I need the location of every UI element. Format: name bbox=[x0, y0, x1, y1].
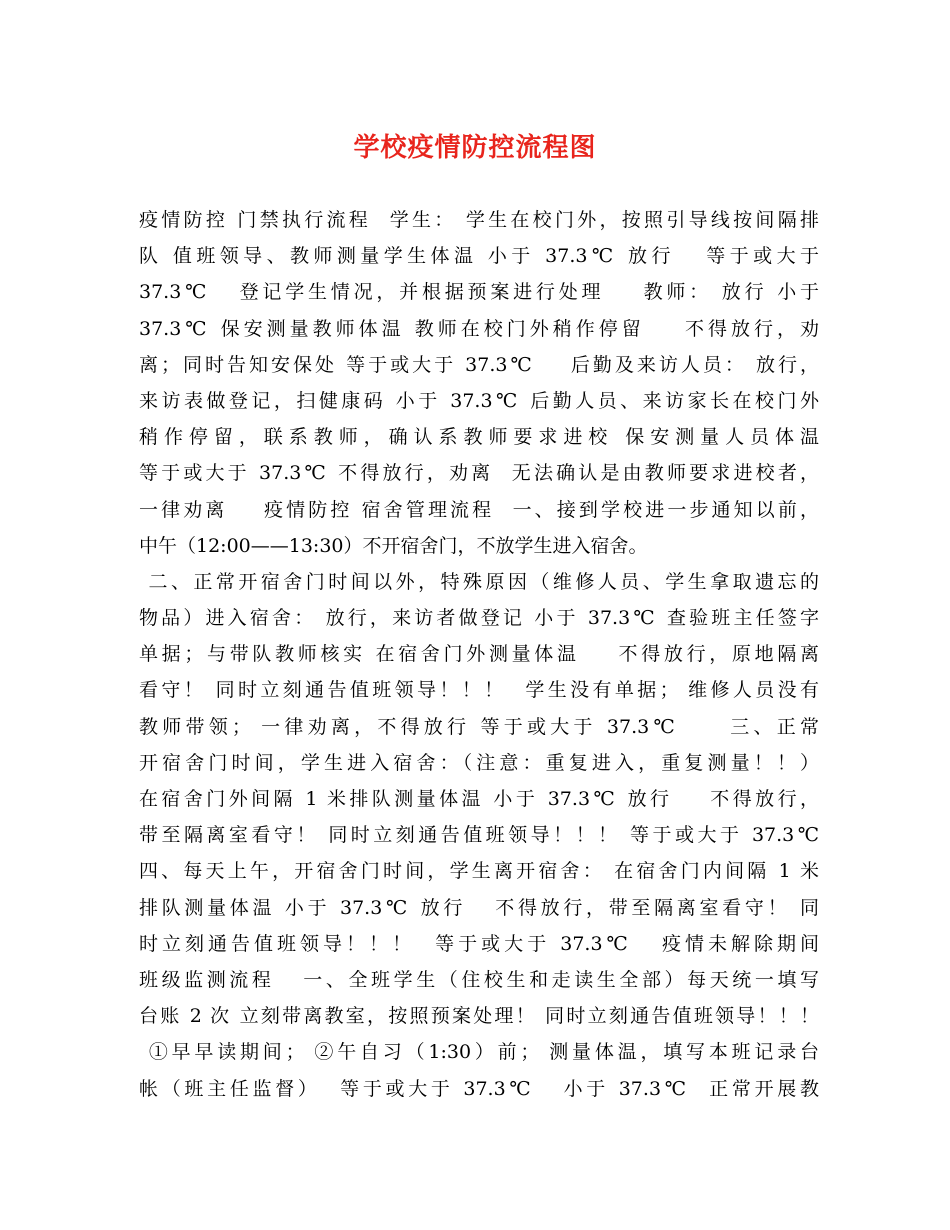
text-line: 带至隔离室看守！ 同时立刻通告值班领导！！！ 等于或大于 37.3℃ bbox=[139, 824, 819, 847]
text-line: 37.3℃ 登记学生情况，并根据预案进行处理 教师： 放行 小于 bbox=[139, 281, 819, 304]
text-line: 教师带领； 一律劝离，不得放行 等于或大于 37.3℃ 三、正常 bbox=[139, 715, 819, 738]
text-line: 一律劝离 疫情防控 宿舍管理流程 一、接到学校进一步通知以前， bbox=[139, 498, 819, 521]
text-line: 物品）进入宿舍： 放行，来访者做登记 小于 37.3℃ 查验班主任签字 bbox=[139, 607, 819, 630]
text-line: 二、正常开宿舍门时间以外，特殊原因（维修人员、学生拿取遗忘的 bbox=[139, 570, 819, 593]
text-line: 稍作停留，联系教师，确认系教师要求进校 保安测量人员体温 bbox=[139, 426, 819, 449]
page-title: 学校疫情防控流程图 bbox=[353, 133, 597, 163]
text-line: 等于或大于 37.3℃ 不得放行，劝离 无法确认是由教师要求进校者， bbox=[139, 462, 819, 485]
body-text bbox=[139, 202, 819, 1107]
text-line: 中午（12:00——13:30）不开宿舍门，不放学生进入宿舍。 bbox=[139, 534, 648, 557]
text-line: 37.3℃ 保安测量教师体温 教师在校门外稍作停留 不得放行，劝 bbox=[139, 317, 819, 340]
text-line: 离；同时告知安保处 等于或大于 37.3℃ 后勤及来访人员： 放行， bbox=[139, 353, 819, 376]
text-line: 帐（班主任监督） 等于或大于 37.3℃ 小于 37.3℃ 正常开展教 bbox=[139, 1077, 819, 1100]
text-line: 台账 2 次 立刻带离教室，按照预案处理！ 同时立刻通告值班领导！！！ bbox=[139, 1005, 819, 1028]
text-line: 开宿舍门时间，学生进入宿舍：（注意：重复进入，重复测量！！） bbox=[139, 751, 819, 774]
text-line: 单据；与带队教师核实 在宿舍门外测量体温 不得放行，原地隔离 bbox=[139, 643, 819, 666]
text-line: 时立刻通告值班领导！！！ 等于或大于 37.3℃ 疫情未解除期间 bbox=[139, 932, 819, 955]
text-line: 四、每天上午，开宿舍门时间，学生离开宿舍： 在宿舍门内间隔 1 米 bbox=[139, 860, 819, 883]
text-line: 在宿舍门外间隔 1 米排队测量体温 小于 37.3℃ 放行 不得放行， bbox=[139, 788, 819, 810]
text-line: ①早早读期间； ②午自习（1:30）前； 测量体温，填写本班记录台 bbox=[139, 1041, 819, 1064]
text-line: 排队测量体温 小于 37.3℃ 放行 不得放行，带至隔离室看守！ 同 bbox=[139, 896, 819, 919]
text-line: 疫情防控 门禁执行流程 学生： 学生在校门外，按照引导线按间隔排 bbox=[139, 209, 819, 231]
text-line: 来访表做登记，扫健康码 小于 37.3℃ 后勤人员、来访家长在校门外 bbox=[139, 389, 819, 412]
text-line: 看守！ 同时立刻通告值班领导！！！ 学生没有单据； 维修人员没有 bbox=[139, 679, 819, 702]
text-line: 队 值班领导、教师测量学生体温 小于 37.3℃ 放行 等于或大于 bbox=[139, 245, 819, 268]
text-line: 班级监测流程 一、全班学生（住校生和走读生全部）每天统一填写 bbox=[139, 968, 819, 991]
